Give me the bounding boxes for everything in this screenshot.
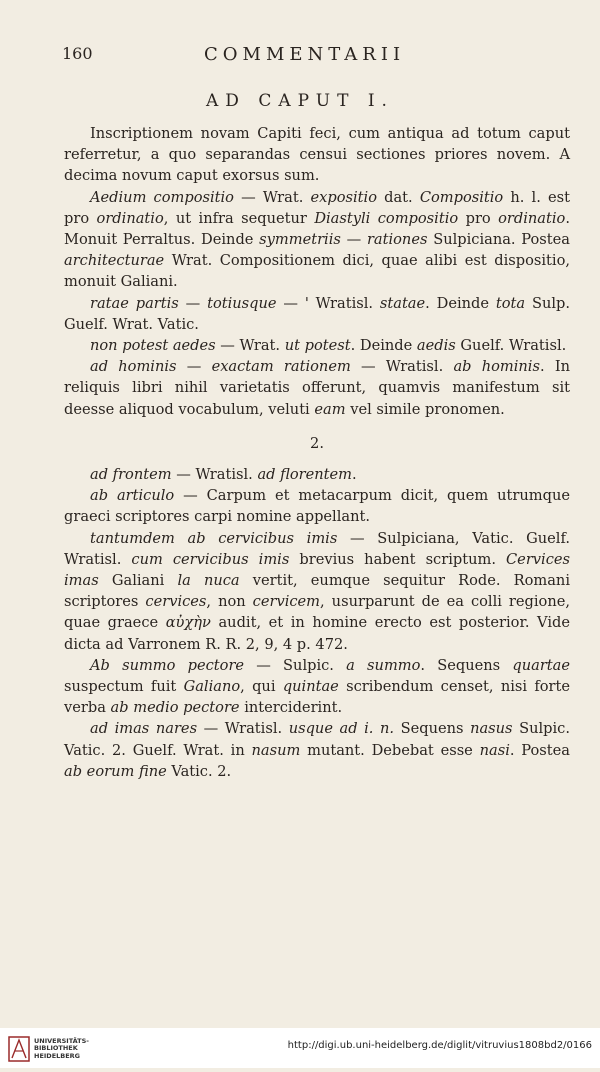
lemma-text: cervicem	[252, 593, 321, 611]
lemma-text: Cervices imas	[64, 550, 571, 590]
library-line: BIBLIOTHEK	[34, 1044, 78, 1053]
lemma-text: Ab summo pectore	[90, 656, 245, 674]
paragraph-text: — Wratisl.	[350, 358, 454, 376]
paragraph-text: —	[178, 294, 208, 312]
lemma-text: totiusque	[207, 294, 277, 312]
lemma-text: eam	[314, 400, 346, 418]
paragraph-text: — Carpum et metacarpum dicit, quem utrumque graeci scriptores carpi nomine appellant.	[64, 487, 571, 526]
paragraph-text: , ut infra sequetur	[163, 209, 315, 227]
lemma-text: exactam rationem	[211, 358, 351, 376]
lemma-text: expositio	[310, 188, 377, 206]
commentary-paragraph	[64, 485, 570, 527]
lemma-text: nasum	[251, 741, 301, 759]
lemma-text: cervices	[145, 593, 207, 611]
page-number: 160	[62, 44, 93, 63]
paragraph-text: . Sequens	[420, 656, 513, 674]
paragraph-text: brevius habent scriptum.	[289, 550, 507, 568]
paragraph-text: — Wrat.	[215, 337, 285, 355]
lemma-text: ad hominis	[90, 358, 177, 376]
lemma-text: statae	[379, 294, 426, 312]
paragraph-text: . Postea	[509, 741, 570, 759]
paragraph-text: vel simile pronomen.	[345, 400, 505, 418]
lemma-text: rationes	[366, 231, 428, 249]
paragraph-text: . Monuit Perraltus. Deinde	[64, 209, 570, 249]
lemma-text: nasus	[470, 720, 513, 738]
paragraph-text: Galiani	[98, 572, 178, 590]
paragraph-text: — Sulpic.	[244, 656, 347, 674]
paragraph-text: vertit, eumque sequitur Rode. Romani scriptores	[64, 572, 570, 611]
university-seal-icon	[8, 1036, 30, 1062]
lemma-text: ab eorum fine	[64, 762, 167, 780]
paragraph-text: audit, et in homine erecto est posterior. Vide dicta ad Varronem R. R. 2, 9, 4 p. 472.	[64, 614, 570, 653]
paragraph-text: Sulpic. Vatic. 2. Guelf. Wrat. in	[64, 720, 570, 759]
commentary-paragraph	[64, 464, 570, 485]
lemma-text: aedis	[416, 337, 456, 355]
running-title: COMMENTARII	[204, 44, 406, 65]
lemma-text: ad imas nares	[90, 720, 198, 738]
paragraph-text: — Wrat.	[233, 188, 311, 206]
lemma-text: Compositio	[419, 188, 504, 206]
lemma-text: Diastyli compositio	[314, 209, 459, 227]
paragraph-text: dat.	[377, 188, 420, 206]
paragraph-text: h. l. est pro	[64, 188, 570, 227]
paragraph-text: , non	[206, 593, 253, 611]
paragraph-text: — Wratisl.	[171, 466, 258, 484]
paragraph-text: . In reliquis libri nihil varietatis offerunt, quamvis manifestum sit deesse aliquod vocabulum, veluti	[64, 358, 570, 418]
lemma-text: ut potest	[284, 337, 351, 355]
lemma-text: cum cervicibus imis	[131, 550, 290, 568]
lemma-text: a summo	[346, 656, 421, 674]
commentary-paragraph	[64, 123, 570, 187]
paragraph-text: — ' Wratisl.	[276, 294, 380, 312]
commentary-paragraph	[64, 335, 570, 356]
source-link[interactable]: http://digi.ub.uni-heidelberg.de/diglit/vitruvius1808bd2/0166	[287, 1040, 592, 1051]
lemma-text: symmetriis	[259, 231, 341, 249]
paragraph-text: . Deinde	[425, 294, 496, 312]
section-number: 2.	[310, 434, 324, 452]
paragraph-text: Sulpiciana. Postea	[427, 231, 570, 249]
paragraph-text: .	[352, 466, 357, 484]
lemma-text: Aedium compositio	[90, 188, 234, 206]
paragraph-text: Wrat. Compositionem dici, quae alibi est	[164, 252, 495, 270]
commentary-paragraph	[64, 718, 570, 782]
lemma-text: ab articulo	[90, 487, 175, 505]
commentary-paragraph	[64, 655, 570, 719]
lemma-text: ordinatio	[498, 209, 566, 227]
paragraph-text: Sequens	[394, 720, 471, 738]
paragraph-text: — Sulpiciana, Vatic. Guelf. Wratisl.	[64, 529, 570, 568]
lemma-text: nasi	[479, 741, 510, 759]
paragraph-text: , usurparunt de ea colli regione, quae graece	[64, 593, 571, 632]
lemma-text: ad frontem	[90, 466, 172, 484]
lemma-text: tantumdem ab cervicibus imis	[90, 529, 338, 547]
commentary-part-1	[64, 123, 570, 420]
paragraph-text: , monuit Galiani.	[64, 252, 570, 291]
lemma-text: quartae	[512, 656, 570, 674]
commentary-paragraph	[64, 293, 570, 335]
commentary-paragraph	[64, 356, 570, 420]
library-line: HEIDELBERG	[34, 1051, 81, 1060]
commentary-body	[64, 123, 570, 782]
commentary-paragraph	[64, 528, 570, 655]
paragraph-text: —	[340, 231, 367, 249]
lemma-text: usque ad i. n.	[288, 720, 395, 738]
lemma-text: αὐχὴν	[165, 614, 211, 632]
paragraph-text: interciderint.	[239, 699, 343, 717]
paragraph-text: suspectum fuit	[64, 678, 184, 696]
paragraph-text: mutant. Debebat esse	[300, 741, 480, 759]
section-title: AD CAPUT I.	[206, 91, 394, 111]
paragraph-text: scribendum censet, nisi forte verba	[64, 678, 571, 717]
library-name	[34, 1038, 89, 1060]
commentary-paragraph	[64, 187, 570, 293]
paragraph-text: pro	[458, 209, 499, 227]
library-line: UNIVERSITÄTS-	[34, 1037, 89, 1045]
lemma-text: ad florentem	[257, 466, 353, 484]
lemma-text: non potest aedes	[90, 337, 216, 355]
paragraph-text: —	[176, 358, 212, 376]
paragraph-text: . Deinde	[350, 337, 417, 355]
paragraph-text: , qui	[240, 678, 283, 696]
lemma-text: Galiano	[183, 678, 241, 696]
paragraph-text: dispositio	[494, 252, 566, 270]
lemma-text: architecturae	[64, 252, 165, 270]
commentary-part-2	[64, 464, 570, 782]
paragraph-text: Inscriptionem novam Capiti feci, cum antiqua ad totum caput referretur, a quo separandas censui sectiones priores novem. A decima novum caput exorsus sum.	[64, 125, 570, 185]
paragraph-text: Vatic. 2.	[166, 762, 232, 780]
paragraph-text: Guelf. Wratisl.	[455, 337, 567, 355]
lemma-text: tota	[495, 294, 526, 312]
lemma-text: ab hominis	[453, 358, 540, 376]
lemma-text: ratae partis	[90, 294, 179, 312]
paragraph-text: — Wratisl.	[197, 720, 289, 738]
lemma-text: ab medio pectore	[110, 699, 240, 717]
lemma-text: ordinatio	[96, 209, 164, 227]
page-header	[62, 44, 570, 68]
paragraph-text: Sulp. Guelf. Wrat. Vatic.	[64, 294, 571, 333]
lemma-text: la nuca	[177, 572, 240, 590]
lemma-text: quintae	[282, 678, 339, 696]
footer-bar	[0, 1028, 600, 1068]
